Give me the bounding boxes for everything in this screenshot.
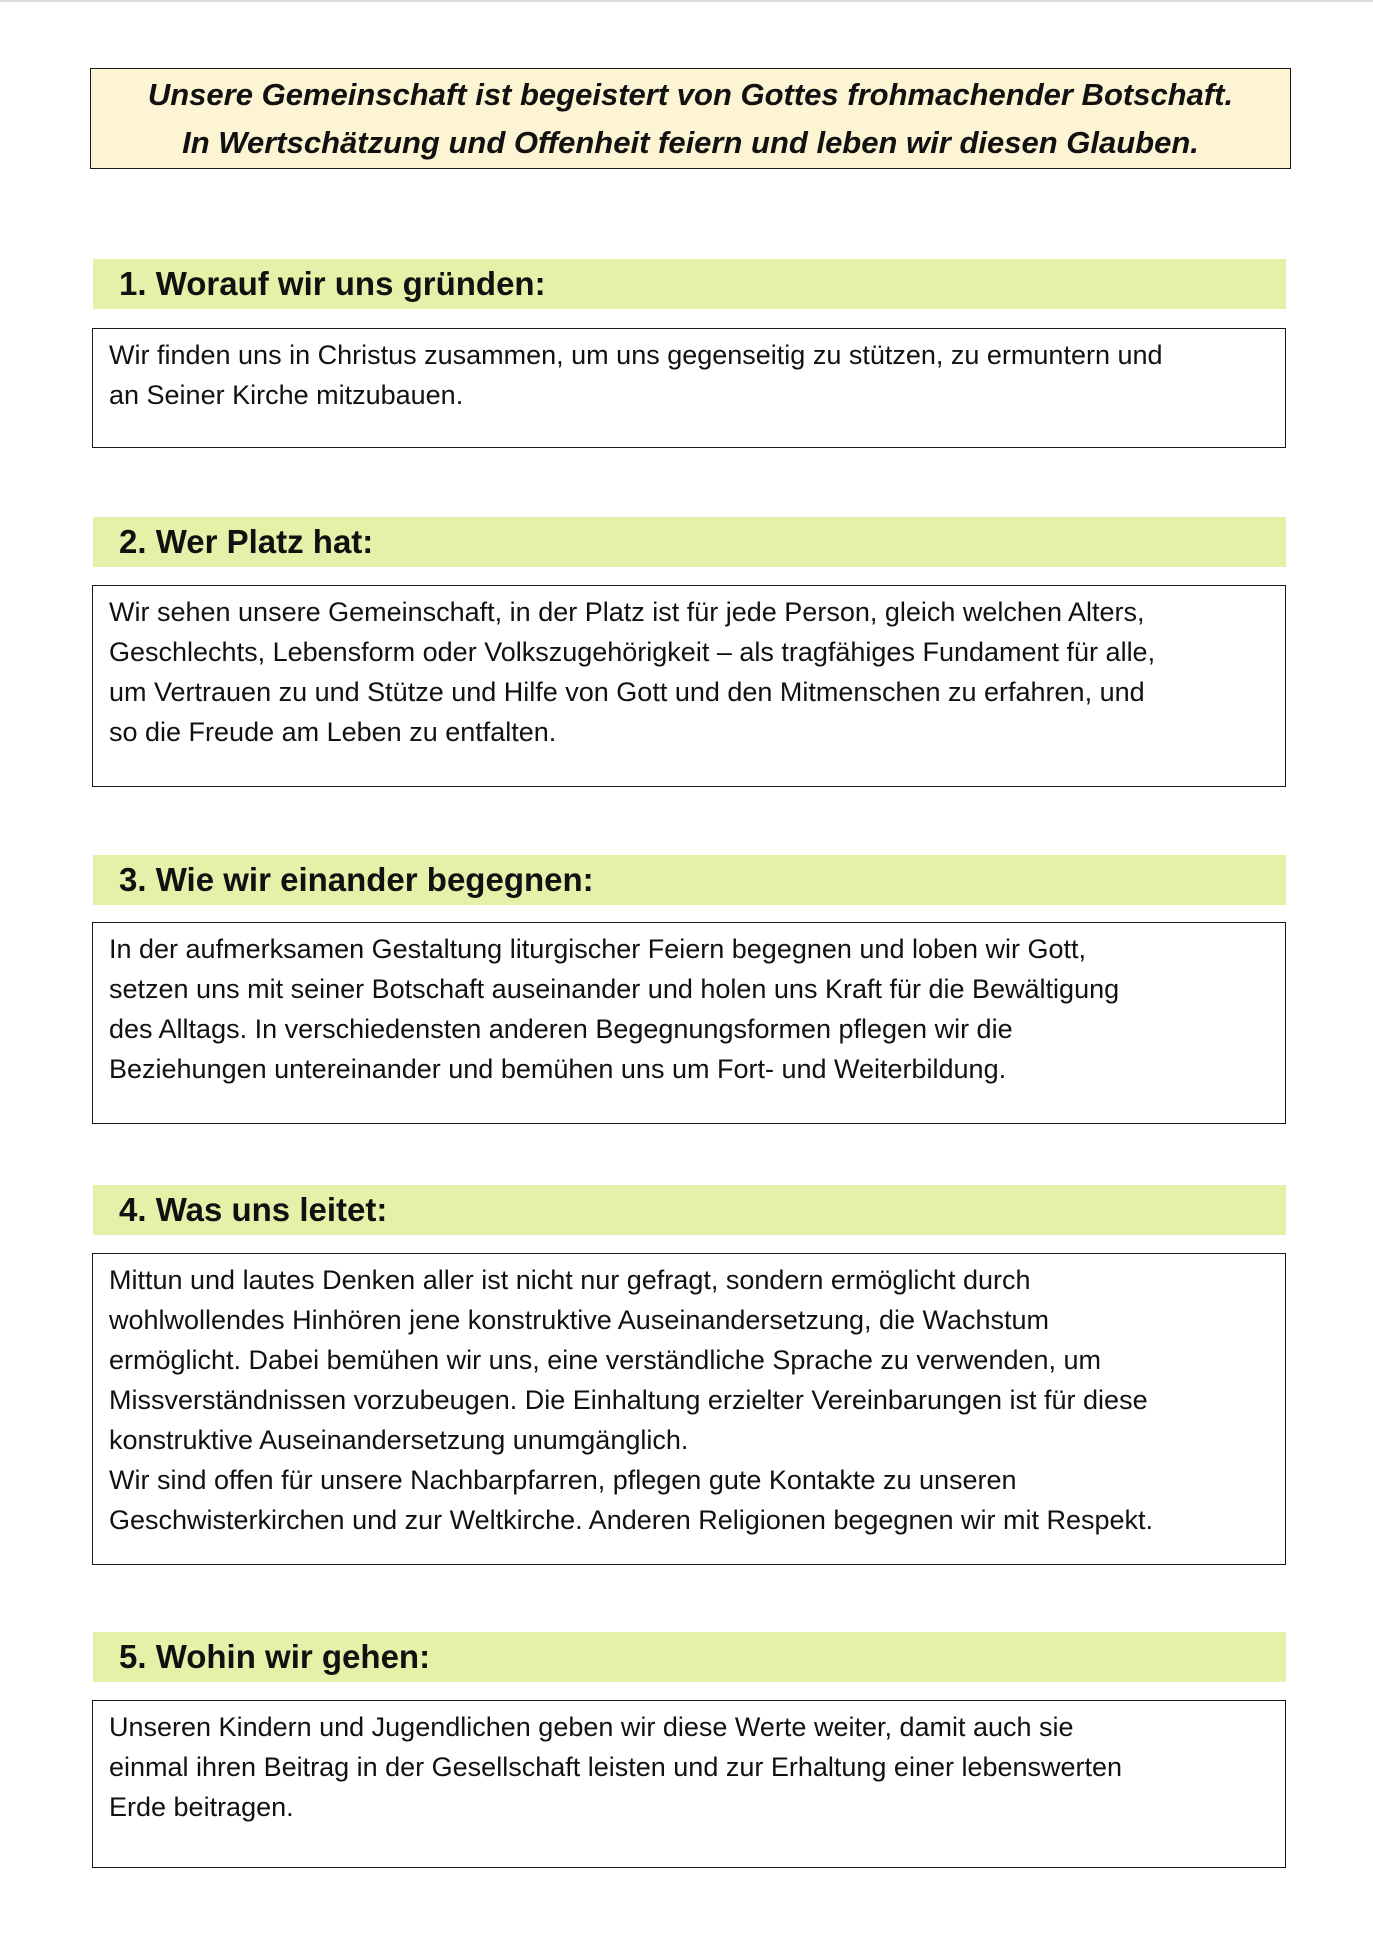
section-5-heading: 5. Wohin wir gehen: [93,1632,1286,1682]
section-4-line: Geschwisterkirchen und zur Weltkirche. Anderen Religionen begegnen wir mit Respekt. [109,1505,1154,1535]
section-1-line: Wir finden uns in Christus zusammen, um uns gegenseitig zu stützen, zu ermuntern und [109,340,1163,370]
section-5-line: Erde beitragen. [109,1792,294,1822]
section-2-body [92,585,1286,787]
section-5-line: einmal ihren Beitrag in der Gesellschaft leisten und zur Erhaltung einer lebenswerten [109,1752,1123,1782]
motto-box [90,68,1291,169]
section-4-line: konstruktive Auseinandersetzung unumgänglich. [109,1425,689,1455]
section-5-body [92,1700,1286,1868]
section-3-line: des Alltags. In verschiedensten anderen Begegnungsformen pflegen wir die [109,1014,1013,1044]
motto-line-2: In Wertschätzung und Offenheit feiern und leben wir diesen Glauben. [182,124,1199,160]
section-3-body [92,922,1286,1124]
motto-line-1: Unsere Gemeinschaft ist begeistert von Gottes frohmachender Botschaft. [147,76,1234,112]
section-2-line: so die Freude am Leben zu entfalten. [109,717,557,747]
section-4-line: wohlwollendes Hinhören jene konstruktive Auseinandersetzung, die Wachstum [109,1305,1050,1335]
section-3-line: Beziehungen untereinander und bemühen uns um Fort- und Weiterbildung. [109,1054,1007,1084]
section-3-line: setzen uns mit seiner Botschaft auseinander und holen uns Kraft für die Bewältigung [109,974,1120,1004]
section-2-line: Wir sehen unsere Gemeinschaft, in der Platz ist für jede Person, gleich welchen Alters, [109,597,1145,627]
section-4-line: Wir sind offen für unsere Nachbarpfarren, pflegen gute Kontakte zu unseren [109,1465,1017,1495]
section-4-line: Mittun und lautes Denken aller ist nicht nur gefragt, sondern ermöglicht durch [109,1265,1031,1295]
section-3-line: In der aufmerksamen Gestaltung liturgischer Feiern begegnen und loben wir Gott, [109,934,1087,964]
page-top-divider [0,0,1373,2]
section-1-line: an Seiner Kirche mitzubauen. [109,380,464,410]
section-4-line: ermöglicht. Dabei bemühen wir uns, eine verständliche Sprache zu verwenden, um [109,1345,1102,1375]
section-4-heading: 4. Was uns leitet: [93,1185,1286,1235]
section-2-heading: 2. Wer Platz hat: [93,517,1286,567]
section-4-body [92,1253,1286,1565]
section-3-heading: 3. Wie wir einander begegnen: [93,855,1286,905]
section-4-line: Missverständnissen vorzubeugen. Die Einhaltung erzielter Vereinbarungen ist für diese [109,1385,1148,1415]
section-1-heading: 1. Worauf wir uns gründen: [93,259,1286,309]
section-1-body [92,328,1286,448]
section-5-line: Unseren Kindern und Jugendlichen geben wir diese Werte weiter, damit auch sie [109,1712,1074,1742]
section-2-line: Geschlechts, Lebensform oder Volkszugehörigkeit – als tragfähiges Fundament für alle, [109,637,1156,667]
section-2-line: um Vertrauen zu und Stütze und Hilfe von Gott und den Mitmenschen zu erfahren, und [109,677,1145,707]
